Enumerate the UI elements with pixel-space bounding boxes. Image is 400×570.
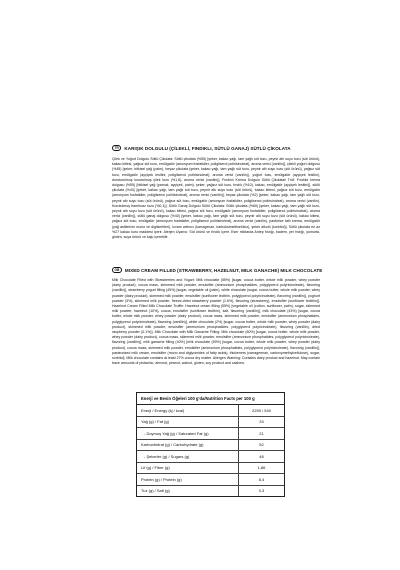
nutrition-row [137, 405, 284, 417]
nutrient-value: 52 [259, 442, 264, 448]
nutrition-table [136, 392, 285, 497]
nutrition-row [137, 440, 284, 452]
nutrient-value: 2259 / 540 [252, 407, 271, 413]
english-heading [112, 267, 323, 273]
tr-language-badge: TR [112, 145, 121, 151]
nutrient-value: 0,3 [258, 488, 265, 494]
nutrient-name: Tuz (g) / Salt (g) [137, 486, 239, 497]
nutrient-value: 1,86 [257, 465, 266, 471]
english-ingredients-text: Milk Chocolate Filled with Strawberries and Yogurt: Milk chocolate (55%) [sugar, cocoa butter, whole milk powder, whey powder (dairy product), cocoa mass, skimmed milk powder, emulsifier (ammonium phosphatides, polyglycerol polyricinoleate), flavoring (vanillin)], strawberry yogurt filling (45%) [sugar, vegetable oil (palm), white chocolate (sugar, cocoa butter, whole milk powder, whey powder (dairy product), skimmed milk powder, emulsifier (sunflower lecithin, polyglycerol polyricinoleate), flavoring (vanillin)), yoghurt powder (3%), skimmed milk powder, freeze-dried strawberry powder (1.6%), flavoring (strawberry), emulsifier (sunflower lecithin)]. Hazelnut Cream Filled Milk Chocolate Truffle: Hazelnut cream filling (55%) [vegetable oil (cotton, sunflower, palm), sugar, skimmed milk powder, hazelnut (10%), cocoa, emulsifier (sunflower lecithin), salt, flavoring (vanillin)], milk chocolate (43%) [sugar, cocoa butter, whole milk powder, whey powder (dairy product), cocoa mass, skimmed milk powder, emulsifier (ammonium phosphatides, polyglycerol polyricinoleate), flavoring (vanillin)], white chocolate (2%) [sugar, cocoa butter, whole milk powder, whey powder (dairy product), skimmed milk powder, emulsifier (ammonium phosphatides, polyglycerol polyricinoleate), flavoring (vanillin), dried raspberry powder (0.1%)]. Milk Chocolate with Milk Ganache Filling: Milk chocolate (60%) [sugar, cocoa butter, whole milk powder, whey powder (dairy product), cocoa mass, skimmed milk powder, emulsifier (ammonium phosphatides, polyglycerol polyricinoleate), flavoring (vanillin)], milk ganache filling (40%) [milk chocolate (59%) [sugar, cocoa butter, whole milk powder, whey powder (dairy product), cocoa mass, skimmed milk powder, emulsifier (ammonium phosphatides, polyglycerol polyricinoleate), flavoring (vanillin)], pasteurized milk cream, emulsifier (mono and diglycerides of fatty acids), thickeners (carrageenan, carboxymethylcellulose), sugar, sorbitol]. Milk chocolate contains at least 27% cocoa dry matter. Allergen Warning: Contains dairy product and hazelnut. May contain trace amounts of pistachio, almond, peanut, walnut, gluten, soy product and cashew. [112, 278, 320, 366]
nutrient-name: - Doymuş Yağ (g) / Saturated Fat (g) [137, 428, 239, 439]
nutrient-name: Lif (g) / Fiber (g) [137, 463, 239, 474]
nutrition-row [137, 463, 284, 475]
turkish-heading [112, 145, 320, 151]
nutrient-name: Yağ (g) / Fat (g) [137, 417, 239, 428]
nutrient-value: 33 [259, 419, 264, 425]
nutrient-name: - Şekerler (g) / Sugars (g) [137, 451, 239, 462]
nutrient-value: 6,4 [258, 476, 265, 482]
turkish-title: KARIŞIK DOLGULU (ÇİLEKLİ, FINDIKLI, SÜTLÜ GANAJ) SÜTLÜ ÇİKOLATA [124, 145, 291, 151]
nutrition-table-title: Enerji ve Besin Öğeleri 100 g'da/Nutrition Facts per 100 g [137, 393, 284, 405]
nutrient-value: 21 [259, 430, 264, 436]
turkish-section [112, 145, 320, 240]
turkish-ingredients-text: Çilek ve Yoğurt Dolgulu Sütlü Çikolata: Sütlü çikolata (%55) [şeker, kakao yağı, tam yağlı süt tozu, peynir altı suyu tozu (süt ürünü), kakao kitlesi, yağsız süt tozu, emülgatör (amonyum fosfatidler, poligliserol polirisinoleat), aroma verici (vanilin)], çilekli yoğurt dolgusu (%45) [şeker, bitkisel yağ (palm), beyaz çikolata (şeker, kakao yağı, tam yağlı süt tozu, peynir altı suyu tozu (süt ürünü), yağsız süt tozu, emülgatör (ayçiçek lesitini, poliglisenol polirisinoleat), aroma verici (vanilin)), yoğurt tozu, emülgatör (ayçiçek lesitini), dondurulmuş kurutulmuş çilek tozu (%1,6), aroma verici (vanilin)], Fındıklı Krema Dolgulu Sütlü Çikolatalı Trüf: Fındıklı krema dolgusu (%55) [bitkisel yağ (pamuk, ayçiçek, palm), şeker, yağsız süt tozu, fındık (%10), kakao, emülgatör (ayçiçek lesitini)], sütlü çikolata (%43) [şeker, kakao yağı, tam yağlı süt tozu, peynir altı suyu tozu (süt ürünü), kakao kitlesi, yağsız süt tozu, emülgatör (amonyum fosfatidler, poliglisenol polirisinoleat), aroma verici (vanilin)], beyaz çikolata (%2) [şeker, kakao yağı, tam yağlı süt tozu, peynir altı suyu tozu (süt ürünü), yağsız süt tozu, emülgatör (amonyum fosfatidler, poliglisenol polirisinoleat), aroma verici (vanilin), Kurutulmuş frambuaz tozu (%0,1)]. Sütlü Ganaj Dolgulu Sütlü Çikolata: Sütlü çikolata (%60) [şeker, kakao yağı, tam yağlı süt tozu, peynir altı suyu tozu (süt ürünü), kakao kitlesi, yağsız süt tozu, emülgatör (amonyum fosfatidler, poliglisenol polirisinoleat), aroma verici (vanilin)], sütlü ganaj dolgusu (%40) [şeker, kakao yağı, tam yağlı süt tozu, peynir altı suyu tozu (süt ürünü), kakao kitlesi, yağsız süt tozu, emülgatör (amonyum fosfatidler, poliglisenol polirisinoleat), aroma verici (vanilin), pastörize tatlı krema, emülgatör (yağ asitlerinin mono ve digliseritleri), kıvam arttırıcı (karragenan, karboksimetilselüloz), şeker alkolü (sorbitol)]. Sütlü çikolata en az %27 kakao kuru maddesi içerir. Alerjen Uyarısı: Süt ürünü ve fındık içerir. Eser miktarda Antep fıstığı, badem, yer fıstığı, yumurta, gluten, soya ürünü ve kaju içerebilir. [112, 157, 320, 240]
nutrient-value: 48 [259, 453, 264, 459]
nutrition-row [137, 428, 284, 440]
english-title: MIXED CREAM FILLED (STRAWBERRY, HAZELNUT, MILK GANACHE) MILK CHOCOLATE [124, 267, 323, 273]
nutrition-row [137, 451, 284, 463]
gb-language-badge: GB [112, 267, 122, 273]
english-section [112, 267, 323, 366]
nutrition-row [137, 486, 284, 497]
nutrition-row [137, 474, 284, 486]
nutrient-name: Enerji / Energy (kj / kcal) [137, 405, 239, 416]
nutrition-rows [137, 405, 284, 496]
nutrient-name: Protein (g) / Protein (g) [137, 474, 239, 485]
nutrient-name: Karbonhidrat (g) / Carbohydrate (g) [137, 440, 239, 451]
nutrition-row [137, 417, 284, 429]
